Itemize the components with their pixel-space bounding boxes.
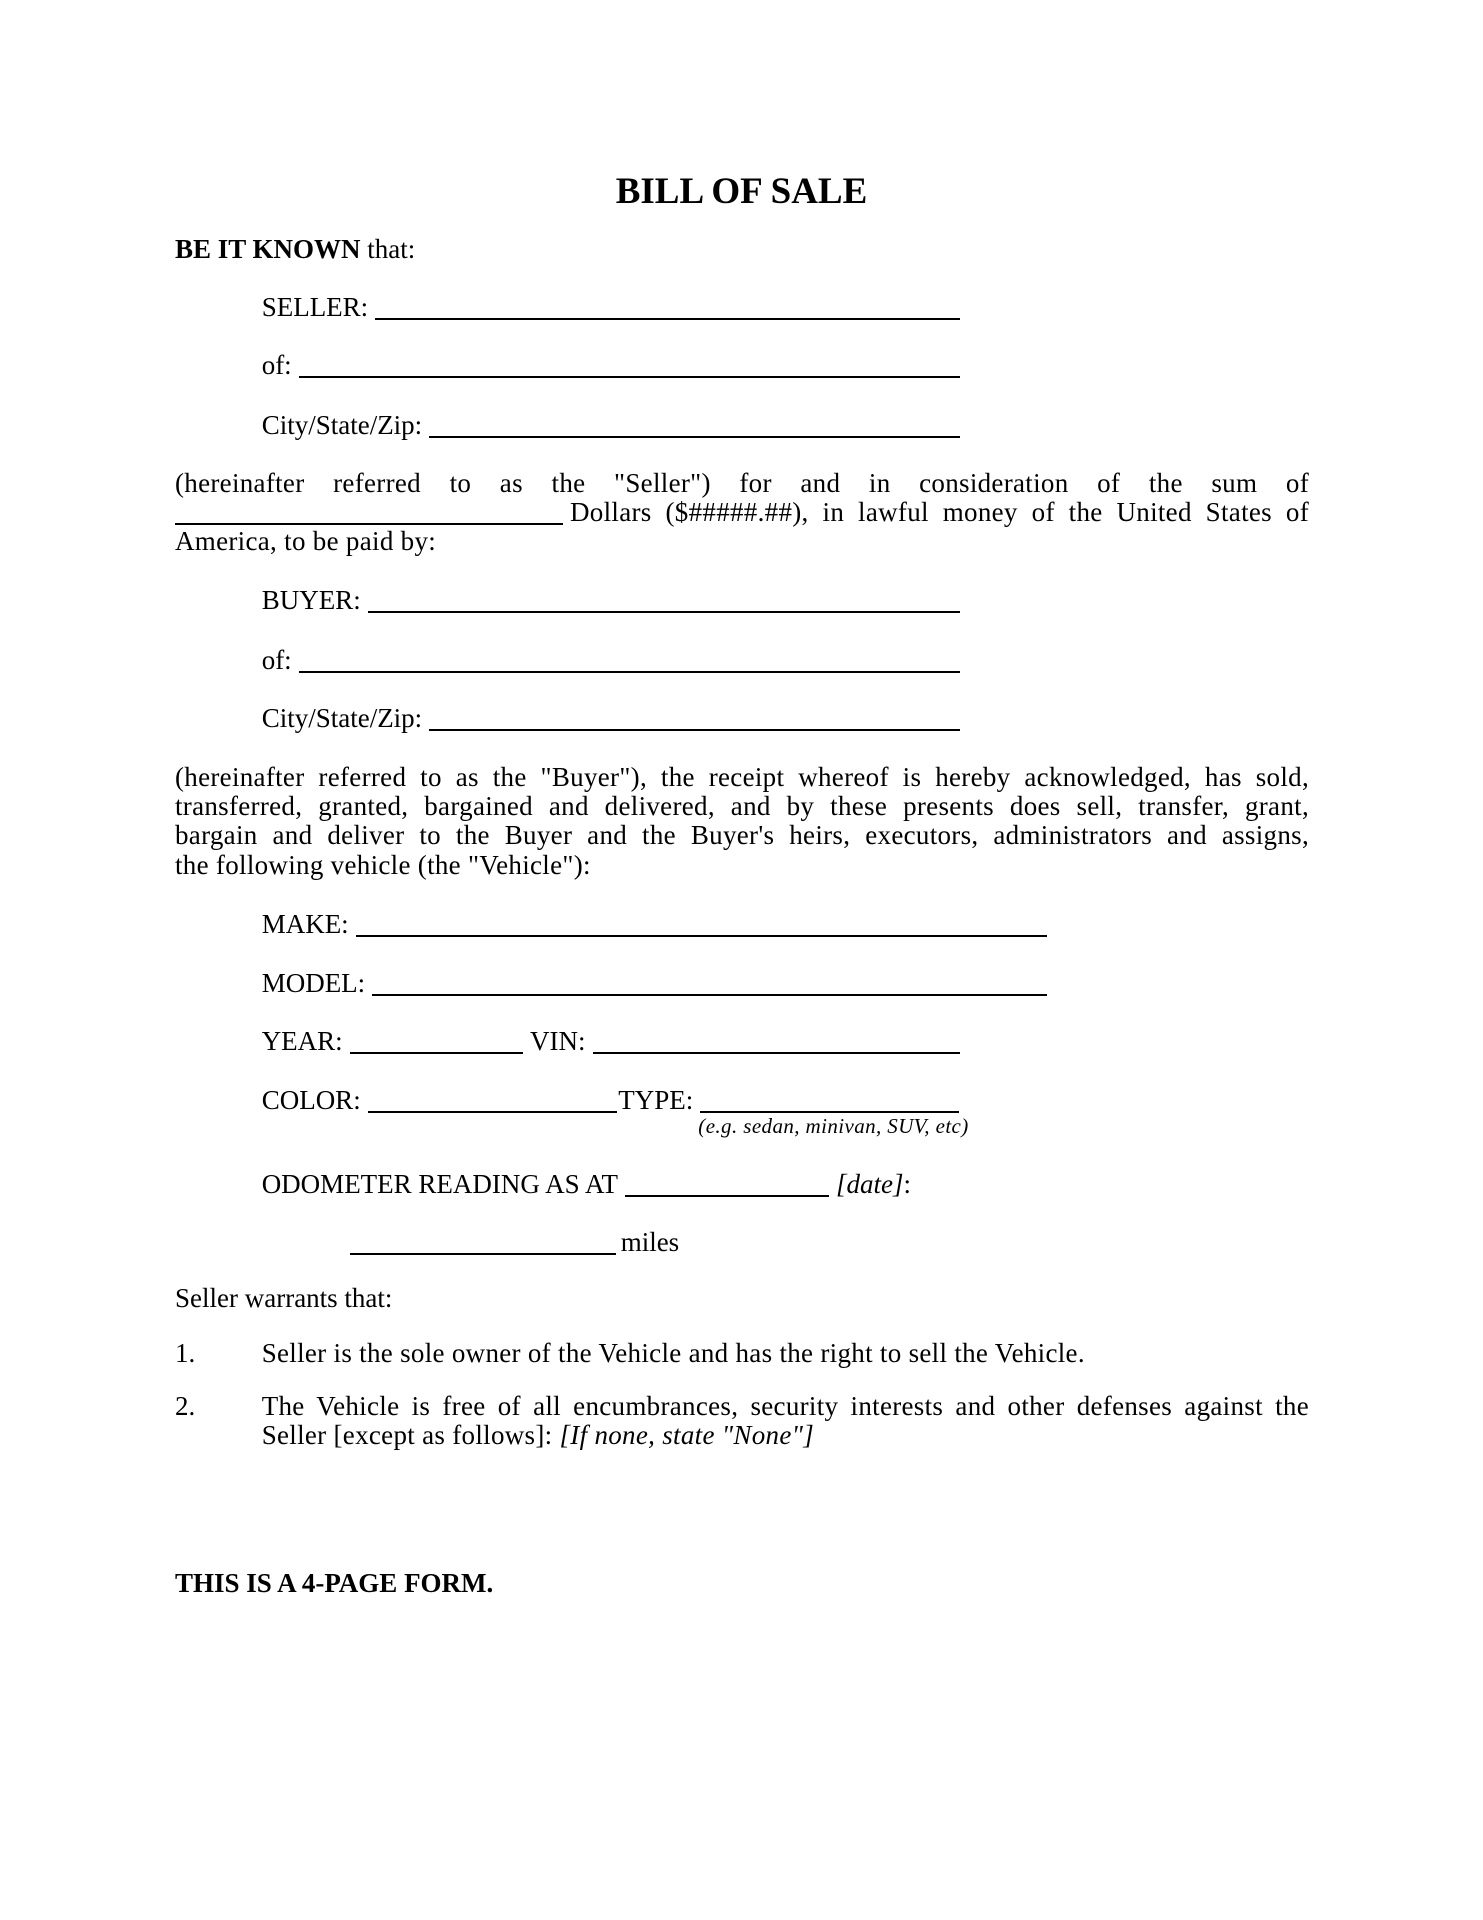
model-label: MODEL: [261,967,366,998]
seller-city-label: City/State/Zip: [261,409,423,440]
consideration-paragraph [175,469,1309,557]
intro-line [175,235,415,264]
odometer-date-hint-group [836,1170,911,1199]
seller-city-state-zip-field[interactable] [429,411,960,438]
odometer-row [262,1170,830,1199]
vin-label: VIN: [530,1025,586,1056]
type-hint: (e.g. sedan, minivan, SUV, etc) [698,1113,969,1138]
make-field[interactable] [356,910,1047,937]
miles-unit-label: miles [620,1226,680,1257]
warranty-item-1-text: Seller is the sole owner of the Vehicle and has the right to sell the Vehicle. [261,1337,1085,1368]
color-group [262,1086,617,1115]
odometer-miles-row [350,1228,616,1257]
odometer-date-field[interactable] [625,1170,829,1197]
page-count-notice: THIS IS A 4-PAGE FORM. [175,1567,494,1598]
vin-group [530,1027,960,1056]
seller-city-row [262,411,960,440]
buyer-city-row [262,704,960,733]
seller-name-field[interactable] [375,293,960,320]
type-group [618,1086,959,1115]
warranty-item-1-number: 1. [175,1337,196,1368]
consideration-amount-field[interactable] [175,498,563,525]
transfer-line: bargain and deliver to the Buyer and the Buyer's heirs, executors, administrators and assigns, [175,821,1309,851]
consideration-line-2 [175,498,1309,527]
warranty-item-2-number: 2. [175,1391,196,1422]
warranty-item-2-line-2 [262,1421,1309,1450]
odometer-label: ODOMETER READING AS AT [261,1168,618,1199]
odometer-date-hint: [date] [836,1168,904,1199]
make-label: MAKE: [261,908,349,939]
intro-rest: that: [360,234,416,265]
vin-field[interactable] [593,1027,961,1054]
color-label: COLOR: [261,1085,361,1116]
seller-name-row [262,293,960,322]
warranty-item-2-text [262,1392,1309,1451]
buyer-address-field[interactable] [299,646,960,673]
intro-bold: BE IT KNOWN [175,234,361,265]
document-title: BILL OF SALE [615,171,868,212]
warranty-item-2-line-2-text: Seller [except as follows]: [261,1420,560,1451]
buyer-city-state-zip-field[interactable] [429,704,960,731]
model-row [262,969,1047,998]
warranties-intro: Seller warrants that: [175,1283,393,1314]
buyer-name-label: BUYER: [261,585,361,616]
buyer-city-label: City/State/Zip: [261,702,423,733]
seller-address-label: of: [261,350,292,381]
odometer-miles-field[interactable] [350,1228,616,1255]
consideration-line-1: (hereinafter referred to as the "Seller") for and in consideration of the sum of [175,468,1309,498]
seller-address-field[interactable] [299,351,960,378]
type-label: TYPE: [618,1085,694,1116]
year-label: YEAR: [261,1025,343,1056]
odometer-date-colon: : [903,1168,912,1199]
transfer-line: the following vehicle (the "Vehicle"): [175,849,591,880]
consideration-line-2-text: Dollars ($#####.##), in lawful money of the United States of [570,497,1309,528]
type-field[interactable] [700,1086,959,1113]
transfer-line: (hereinafter referred to as the "Buyer"), the receipt whereof is hereby acknowledged, has sold, [175,762,1309,792]
warranty-item-2-line-1: The Vehicle is free of all encumbrances, security interests and other defenses against the [261,1392,1309,1422]
make-row [262,910,1047,939]
transfer-paragraph [175,763,1309,880]
buyer-name-field[interactable] [368,586,960,613]
buyer-address-label: of: [261,644,292,675]
year-field[interactable] [350,1027,523,1054]
year-group [262,1027,523,1056]
warranty-item-2-note: [If none, state "None"] [559,1420,815,1451]
consideration-line-3: America, to be paid by: [175,526,437,557]
color-field[interactable] [368,1086,617,1113]
buyer-address-row [262,646,960,675]
model-field[interactable] [372,969,1047,996]
seller-address-row [262,351,960,380]
buyer-name-row [262,586,960,615]
transfer-line: transferred, granted, bargained and delivered, and by these presents does sell, transfer, grant, [175,792,1309,822]
seller-name-label: SELLER: [261,291,369,322]
